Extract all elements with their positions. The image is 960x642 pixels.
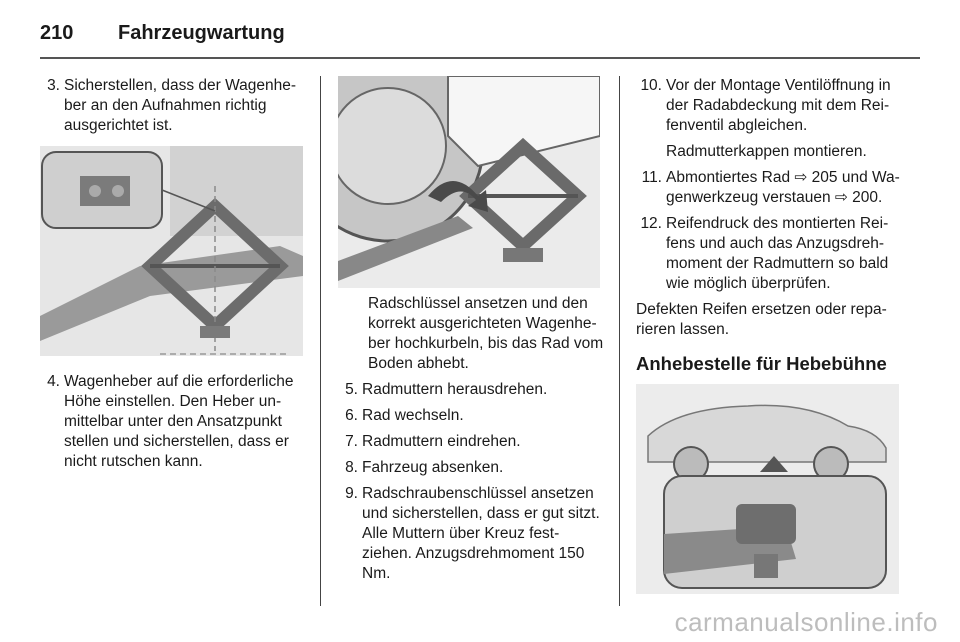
chapter-title: Fahrzeugwartung bbox=[118, 22, 285, 44]
step-text: Radmuttern eindrehen. bbox=[362, 433, 521, 450]
column-2 bbox=[338, 76, 604, 584]
step-10-subtext: Radmutterkappen montieren. bbox=[666, 143, 867, 160]
step-number: 8. bbox=[345, 459, 358, 476]
page-number: 210 bbox=[40, 22, 74, 44]
step-number: 7. bbox=[345, 433, 358, 450]
step-10 bbox=[636, 76, 901, 136]
step-8 bbox=[338, 458, 604, 478]
step-text: Vor der Montage Ventilöffnung in der Radabdeckung mit dem Reifenventil abgleichen. bbox=[666, 77, 891, 134]
header-rule bbox=[40, 57, 920, 59]
step-4 bbox=[40, 372, 305, 472]
jack-crank-instruction: Radschlüssel ansetzen und den korrekt ausgerichteten Wagenheber hochkurbeln, bis das Rad vom Boden abhebt. bbox=[368, 295, 604, 372]
step-number: 9. bbox=[345, 485, 358, 502]
jack-lifting-illustration bbox=[338, 76, 600, 288]
step-number: 3. bbox=[47, 77, 60, 94]
step-7 bbox=[338, 432, 604, 452]
step-number: 5. bbox=[345, 381, 358, 398]
repair-note: Defekten Reifen ersetzen oder reparieren lassen. bbox=[636, 301, 887, 338]
step-number: 10. bbox=[640, 77, 662, 94]
step-text: Sicherstellen, dass der Wagenheber an den Aufnahmen richtig ausgerichtet ist. bbox=[64, 77, 297, 134]
step-number: 6. bbox=[345, 407, 358, 424]
step-9 bbox=[338, 484, 604, 584]
page-header bbox=[40, 20, 920, 60]
column-1 bbox=[40, 76, 305, 472]
step-number: 12. bbox=[640, 215, 662, 232]
step-3 bbox=[40, 76, 305, 136]
step-text: Abmontiertes Rad ⇨ 205 und Wagenwerkzeug verstauen ⇨ 200. bbox=[666, 169, 900, 206]
step-text: Fahrzeug absenken. bbox=[362, 459, 504, 476]
step-text: Rad wechseln. bbox=[362, 407, 464, 424]
lift-point-illustration bbox=[636, 384, 899, 594]
step-number: 4. bbox=[47, 373, 60, 390]
section-heading: Anhebestelle für Hebebühne bbox=[636, 353, 887, 374]
column-3 bbox=[636, 76, 901, 594]
step-text: Radschraubenschlüssel ansetzen und sicherstellen, dass er gut sitzt. Alle Muttern über Kreuz festziehen. Anzugsdrehmoment 150 Nm. bbox=[362, 485, 600, 582]
step-12 bbox=[636, 214, 901, 294]
step-6 bbox=[338, 406, 604, 426]
step-11 bbox=[636, 168, 901, 208]
step-5 bbox=[338, 380, 604, 400]
column-divider bbox=[320, 76, 321, 606]
step-number: 11. bbox=[641, 169, 662, 186]
jack-alignment-illustration bbox=[40, 146, 303, 356]
step-text: Reifendruck des montierten Reifens und auch das Anzugsdrehmoment der Radmuttern so bald wie möglich überprüfen. bbox=[666, 215, 889, 292]
watermark: carmanualsonline.info bbox=[674, 607, 938, 637]
column-divider bbox=[619, 76, 620, 606]
step-text: Wagenheber auf die erforderliche Höhe einstellen. Den Heber unmittelbar unter den Ansatzpunkt stellen und sicherstellen, dass er nicht rutschen kann. bbox=[64, 373, 294, 470]
step-text: Radmuttern herausdrehen. bbox=[362, 381, 548, 398]
